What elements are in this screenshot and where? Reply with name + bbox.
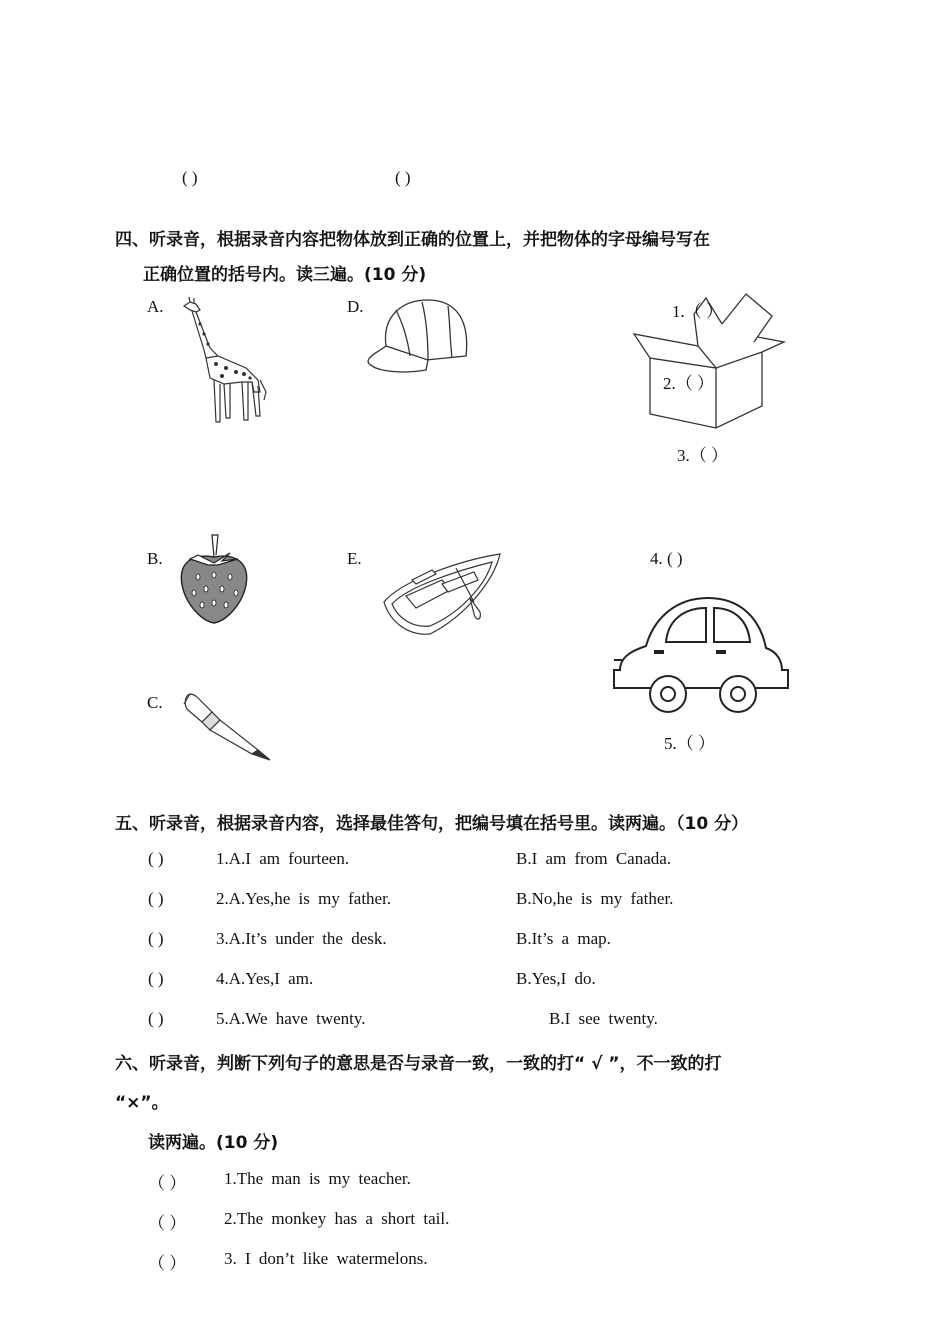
s5-q2-bracket[interactable]: ( ) [148, 889, 164, 908]
s5-q4-option-b: B.Yes,I do. [516, 969, 596, 988]
cap-icon [366, 298, 470, 378]
section5-title: 五、听录音，根据录音内容，选择最佳答句，把编号填在括号里。读两遍。（10 分） [115, 814, 749, 834]
car-icon [610, 596, 790, 720]
position-1[interactable]: 1.（ ） [672, 302, 723, 321]
s5-q5-option-a: 5.A.We have twenty. [216, 1009, 366, 1028]
strawberry-icon [178, 533, 250, 625]
s5-q1-option-b: B.I am from Canada. [516, 849, 672, 868]
s6-q3-bracket[interactable]: （ ） [148, 1254, 187, 1273]
section4-title-line2: 正确位置的括号内。读三遍。(10 分) [143, 265, 427, 285]
s6-q3-text: 3. I don’t like watermelons. [224, 1249, 428, 1268]
s5-q4-option-a: 4.A.Yes,I am. [216, 969, 314, 988]
item-d-label: D. [347, 297, 364, 316]
s5-q5-option-b: B.I see twenty. [549, 1009, 658, 1028]
s5-q3-bracket[interactable]: ( ) [148, 929, 164, 948]
s5-q5-bracket[interactable]: ( ) [148, 1009, 164, 1028]
position-3[interactable]: 3.（ ） [677, 446, 728, 465]
item-c-label: C. [147, 693, 163, 712]
top-bracket-left[interactable]: ( ) [182, 168, 198, 187]
item-b-label: B. [147, 549, 163, 568]
section6-subtitle: 读两遍。(10 分) [148, 1133, 279, 1153]
position-2[interactable]: 2.（ ） [663, 374, 714, 393]
s6-q1-bracket[interactable]: （ ） [148, 1174, 187, 1193]
position-5[interactable]: 5.（ ） [664, 734, 715, 753]
s6-q2-bracket[interactable]: （ ） [148, 1214, 187, 1233]
pen-icon [182, 692, 274, 762]
section6-title-line1: 六、听录音，判断下列句子的意思是否与录音一致，一致的打“ √ ”，不一致的打 [115, 1054, 722, 1074]
s5-q1-option-a: 1.A.I am fourteen. [216, 849, 350, 868]
s5-q3-option-a: 3.A.It’s under the desk. [216, 929, 387, 948]
item-e-label: E. [347, 549, 362, 568]
section4-title-line1: 四、听录音，根据录音内容把物体放到正确的位置上，并把物体的字母编号写在 [115, 230, 710, 250]
s5-q1-bracket[interactable]: ( ) [148, 849, 164, 868]
position-4[interactable]: 4. ( ) [650, 549, 683, 568]
giraffe-icon [180, 296, 270, 426]
item-a-label: A. [147, 297, 164, 316]
s6-q1-text: 1.The man is my teacher. [224, 1169, 411, 1188]
s5-q3-option-b: B.It’s a map. [516, 929, 611, 948]
s5-q2-option-b: B.No,he is my father. [516, 889, 674, 908]
section6-title-line2: “×”。 [115, 1093, 169, 1113]
top-bracket-right[interactable]: ( ) [395, 168, 411, 187]
boat-icon [382, 550, 504, 630]
s5-q2-option-a: 2.A.Yes,he is my father. [216, 889, 392, 908]
s6-q2-text: 2.The monkey has a short tail. [224, 1209, 450, 1228]
s5-q4-bracket[interactable]: ( ) [148, 969, 164, 988]
